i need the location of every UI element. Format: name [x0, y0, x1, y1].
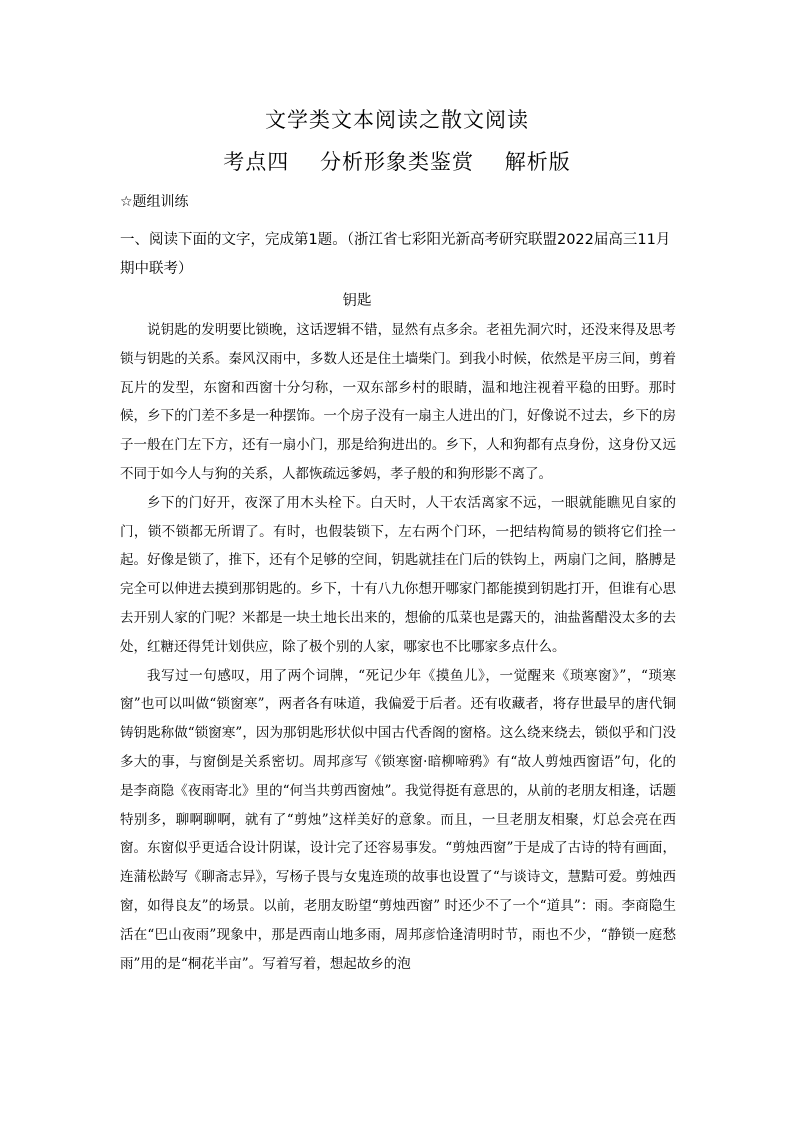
essay-paragraph: 说钥匙的发明要比锁晚，这话逻辑不错，显然有点多余。老祖先洞穴时，还没来得及思考锁与钥匙的关系。秦风汉雨中，多数人还是住土墙柴门。到我小时候，依然是平房三间，剪着瓦片的发型，东窗和西窗十分匀称，一双东部乡村的眼睛，温和地注视着平稳的田野。那时候，乡下的门差不多是一种摆饰。一个房子没有一扇主人进出的门，好像说不过去，乡下的房子一般在门左下方，还有一扇小门，那是给狗进出的。乡下，人和狗都有点身份，这身份又远不同于如今人与狗的关系，人都恢疏远爹妈，孝子般的和狗形影不离了。: [120, 322, 676, 482]
essay-title: 钥匙: [342, 293, 372, 309]
essay-paragraph: 我写过一句感叹，用了两个词牌，“死记少年《摸鱼儿》，一觉醒来《琐寒窗》”，“琐寒窗”也可以叫做“锁窗寒”，两者各有味道，我偏爱于后者。还有收藏者，将存世最早的唐代铜铸钥匙称做“锁窗寒”，因为那钥匙形状似中国古代香阁的窗格。这么绕来绕去，锁似乎和门没多大的事，与窗倒是关系密切。周邦彦写《锁寒窗·暗柳啼鸦》有“故人剪烛西窗语”句，化的是李商隐《夜雨寄北》里的“何当共剪西窗烛”。我觉得挺有意思的，从前的老朋友相逢，话题特别多，聊啊聊啊，就有了“剪烛”这样美好的意象。而且，一旦老朋友相聚，灯总会亮在西窗。东窗似乎更适合设计阴谋，设计完了还容易事发。“剪烛西窗”于是成了古诗的特有画面，连蒲松龄写《聊斋志异》，写杨子畏与女鬼连琐的故事也设置了“与谈诗文，慧黠可爱。剪烛西窗，如得良友”的场景。以前，老朋友盼望“剪烛西窗” 时还少不了一个“道具”：雨。李商隐生活在“巴山夜雨”现象中，那是西南山地多雨，周邦彦恰逢清明时节，雨也不少，“静锁一庭愁雨”用的是“桐花半亩”。写着写着，想起故乡的泡: [120, 667, 676, 972]
question-intro: 一、阅读下面的文字，完成第1题。（浙江省七彩阳光新高考研究联盟2022届高三11月期中联考）: [120, 232, 671, 277]
essay-body: [120, 316, 676, 978]
document-subtitle: 考点四 分析形象类鉴赏 解析版: [223, 150, 571, 174]
essay-paragraph: 乡下的门好开，夜深了用木头栓下。白天时，人干农活离家不远，一眼就能瞧见自家的门，锁不锁都无所谓了。有时，也假装锁下，左右两个门环，一把结构简易的锁将它们拴一起。好像是锁了，推下，还有个足够的空间，钥匙就挂在门后的铁钩上，两扇门之间，胳膊是完全可以伸进去摸到那钥匙的。乡下，十有八九你想开哪家门都能摸到钥匙打开，但谁有心思去开别人家的门呢？米都是一块土地长出来的，想偷的瓜菜也是露天的，油盐酱醋没太多的去处，红糖还得凭计划供应，除了极个别的人家，哪家也不比哪家多点什么。: [120, 494, 676, 655]
document-title: 文学类文本阅读之散文阅读: [265, 108, 529, 132]
section-label: ☆题组训练: [120, 194, 189, 210]
